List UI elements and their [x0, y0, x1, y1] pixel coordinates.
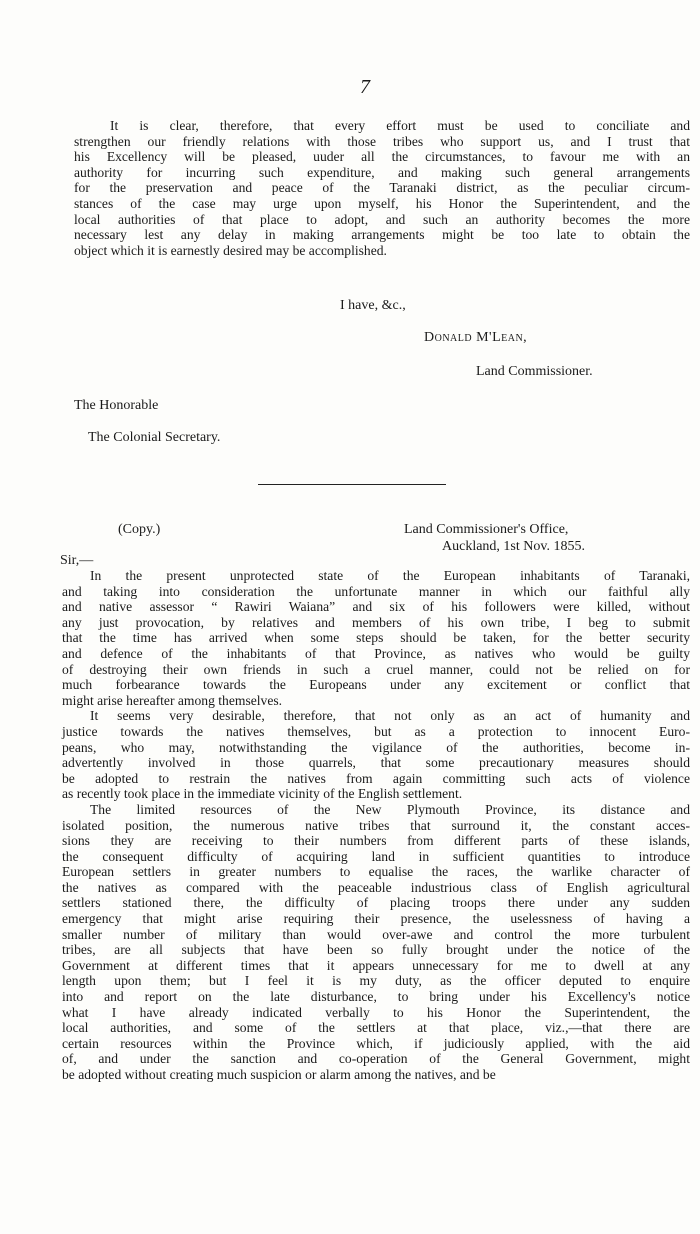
- paragraph-line: local authorities of that place to adopt, and such an authority becomes the more: [74, 211, 690, 227]
- body-line: the natives as compared with the peaceable industrious class of English agricultural: [62, 879, 690, 895]
- paragraph-line: authority for incurring such expenditure, and making such general arrangements: [74, 164, 690, 180]
- body-line: and native assessor “ Rawiri Waiana” and six of his followers were killed, without: [62, 599, 690, 615]
- body-line: Government at different times that it appears unnecessary for me to dwell at any: [62, 957, 690, 973]
- body-line: of destroying their own friends in such a cruel manner, could not be relied on for: [62, 661, 690, 677]
- body-line: be adopted to restrain the natives from again committing such acts of violence: [62, 770, 690, 786]
- body-line: justice towards the natives themselves, but as a protection to innocent Euro-: [62, 723, 690, 739]
- page-number: 7: [360, 76, 370, 98]
- body-line: It seems very desirable, therefore, that not only as an act of humanity and: [90, 708, 690, 724]
- body-line: as recently took place in the immediate vicinity of the English settlement.: [62, 786, 463, 802]
- addressee-line-1: The Honorable: [74, 398, 159, 413]
- body-line: tribes, are all subjects that have been so fully brought under the notice of the: [62, 942, 690, 958]
- office-line: Land Commissioner's Office,: [404, 522, 569, 537]
- body-line: In the present unprotected state of the European inhabitants of Taranaki,: [90, 568, 690, 583]
- body-line: settlers stationed there, the difficulty of placing troops there under any sudden: [62, 895, 690, 911]
- body-line: European settlers in greater numbers to equalise the races, the warlike character of: [62, 864, 690, 880]
- paragraph-line: his Excellency will be pleased, uuder all the circumstances, to favour me with an: [74, 149, 690, 165]
- body-line: advertently involved in those quarrels, that some precautionary measures should: [62, 755, 690, 771]
- body-line: any just provocation, by relatives and members of his own tribe, I beg to submit: [62, 614, 690, 630]
- paragraph-line: strengthen our friendly relations with those tribes who support us, and I trust that: [74, 133, 690, 149]
- body-line: certain resources within the Province which, if judiciously applied, with the aid: [62, 1035, 690, 1051]
- body-line: emergency that might arise requiring their presence, the uselessness of having a: [62, 911, 690, 927]
- body-line: length upon them; but I feel it is my duty, as the officer deputed to enquire: [62, 973, 690, 989]
- body-line: of, and under the sanction and co-operation of the General Government, might: [62, 1051, 690, 1067]
- paragraph-line: for the preservation and peace of the Taranaki district, as the peculiar circum-: [74, 180, 690, 196]
- signatory-title: Land Commissioner.: [476, 364, 593, 379]
- body-line: much forbearance towards the Europeans under any excitement or conflict that: [62, 677, 690, 693]
- addressee-line-2: The Colonial Secretary.: [88, 430, 221, 445]
- closing-phrase: I have, &c.,: [340, 298, 406, 313]
- salutation: Sir,—: [60, 553, 94, 568]
- body-line: what I have already indicated verbally to his Honor the Superintendent, the: [62, 1004, 690, 1020]
- paragraph-line: necessary lest any delay in making arrangements might be too late to obtain the: [74, 227, 690, 243]
- body-line: and taking into consideration the unfortunate manner in which our faithful ally: [62, 583, 690, 599]
- body-line: isolated position, the numerous native tribes that surround it, the constant acces-: [62, 817, 690, 833]
- letter2-body: [62, 568, 690, 1083]
- body-line: smaller number of military than would over-awe and control the more turbulent: [62, 926, 690, 942]
- paragraph-line: object which it is earnestly desired may be accomplished.: [74, 242, 387, 258]
- paragraph-line: stances of the case may urge upon myself, his Honor the Superintendent, and the: [74, 195, 690, 211]
- copy-label: (Copy.): [118, 522, 161, 537]
- body-line: and defence of the inhabitants of that Province, as natives who would be guilty: [62, 645, 690, 661]
- paragraph-line: It is clear, therefore, that every effort must be used to conciliate and: [110, 118, 690, 133]
- date-line: Auckland, 1st Nov. 1855.: [442, 539, 585, 554]
- body-line: peans, who may, notwithstanding the vigilance of the authorities, become in-: [62, 739, 690, 755]
- body-line: be adopted without creating much suspicion or alarm among the natives, and be: [62, 1067, 496, 1082]
- signature: Donald M'Lean,: [424, 330, 528, 345]
- body-line: into and report on the late disturbance, to bring under his Excellency's notice: [62, 989, 690, 1005]
- body-line: sions they are receiving to their numbers from different parts of these islands,: [62, 833, 690, 849]
- body-line: local authorities, and some of the settlers at that place, viz.,—that there are: [62, 1020, 690, 1036]
- letter1-paragraph: [74, 118, 690, 258]
- section-divider: [258, 484, 446, 485]
- body-line: that the time has arrived when some steps should be taken, for the better security: [62, 630, 690, 646]
- body-line: might arise hereafter among themselves.: [62, 692, 283, 708]
- body-line: The limited resources of the New Plymouth Province, its distance and: [90, 801, 690, 817]
- body-line: the consequent difficulty of acquiring land in sufficient quantities to introduce: [62, 848, 690, 864]
